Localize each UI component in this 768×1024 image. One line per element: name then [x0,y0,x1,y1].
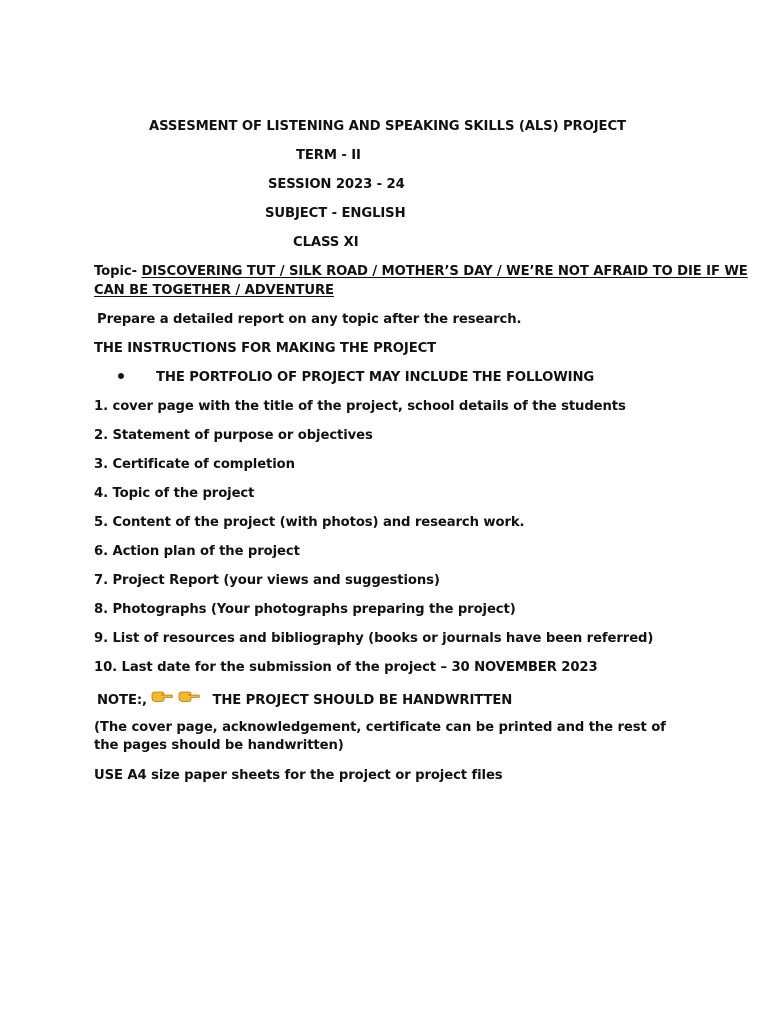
paper-line: USE A4 size paper sheets for the project or project files [94,768,503,783]
parenthetical-note: (The cover page, acknowledgement, certificate can be printed and the rest of the pages should be handwritten) [94,720,666,753]
topic-line-2 [94,282,334,300]
pointing-hand-icon [178,689,200,709]
topic-line-1 [94,263,748,281]
list-item: 8. Photographs (Your photographs preparing the project) [94,602,516,617]
list-item: 9. List of resources and bibliography (books or journals have been referred) [94,631,654,646]
note-label: NOTE:, [97,693,147,708]
bullet-line [118,369,594,387]
list-item: 6. Action plan of the project [94,544,300,559]
topic-label: Topic- [94,264,137,279]
list-item: 4. Topic of the project [94,486,255,501]
note-text: THE PROJECT SHOULD BE HANDWRITTEN [212,693,513,708]
list-item: 7. Project Report (your views and suggestions) [94,573,440,588]
session-line: SESSION 2023 - 24 [268,177,405,192]
instructions-heading: THE INSTRUCTIONS FOR MAKING THE PROJECT [94,341,437,356]
class-line: CLASS XI [293,235,359,250]
document-title: ASSESMENT OF LISTENING AND SPEAKING SKILLS (ALS) PROJECT [149,119,626,134]
bullet-text: THE PORTFOLIO OF PROJECT MAY INCLUDE THE FOLLOWING [156,370,595,385]
bullet-icon [118,373,124,379]
pointing-hand-icon [151,689,173,709]
list-item: 3. Certificate of completion [94,457,295,472]
list-item: 10. Last date for the submission of the project – 30 NOVEMBER 2023 [94,660,598,675]
list-item: 1. cover page with the title of the project, school details of the students [94,399,626,414]
subject-line: SUBJECT - ENGLISH [265,206,406,221]
prepare-line: Prepare a detailed report on any topic after the research. [97,312,522,327]
topic-value-1: DISCOVERING TUT / SILK ROAD / MOTHER’S DAY / WE’RE NOT AFRAID TO DIE IF WE [141,264,748,279]
list-item: 5. Content of the project (with photos) and research work. [94,515,525,530]
term-line: TERM - II [296,148,361,163]
note-line [97,690,512,710]
topic-value-2: CAN BE TOGETHER / ADVENTURE [94,283,334,298]
list-item: 2. Statement of purpose or objectives [94,428,373,443]
